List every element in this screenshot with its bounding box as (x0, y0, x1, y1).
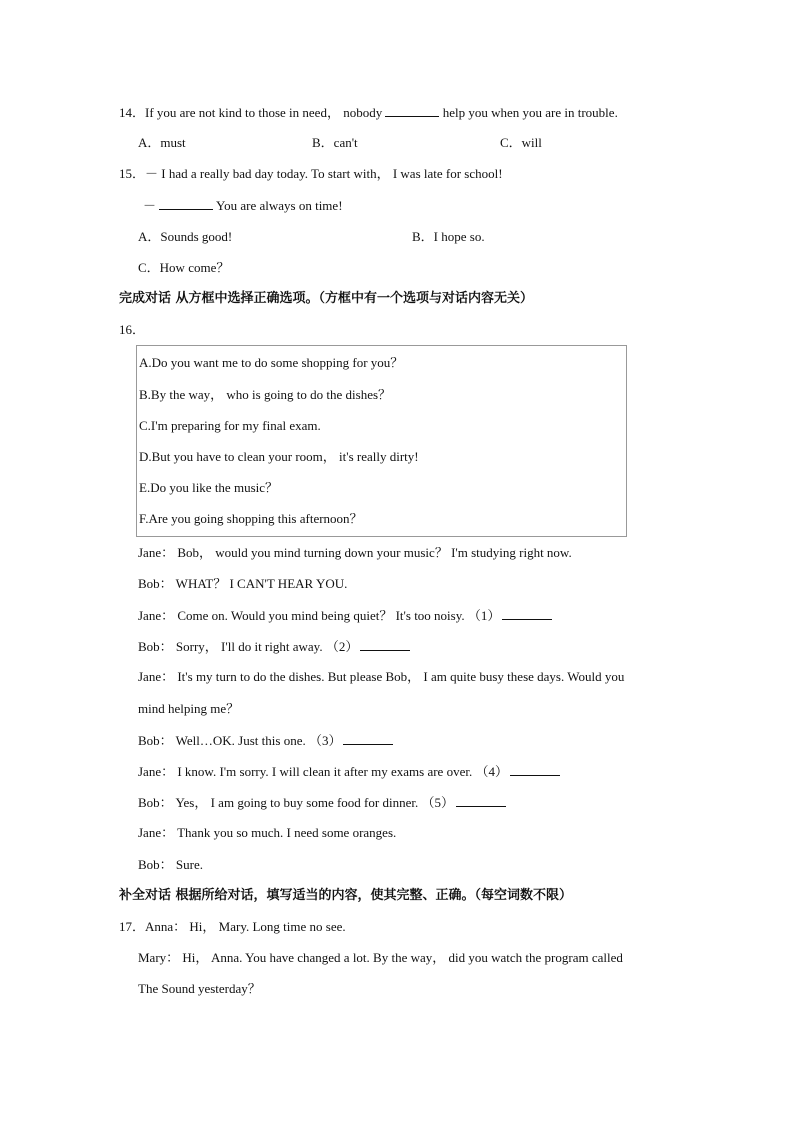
q15-blank[interactable] (159, 197, 213, 210)
q17-line: Mary： Hi， Anna. You have changed a lot. By the way， did you watch the program called (138, 950, 623, 965)
q15-stem: 15．－ I had a really bad day today. To start with， I was late for school! (119, 166, 503, 181)
q15-option-a[interactable]: A．Sounds good! (138, 229, 233, 244)
dialogue-line: Jane： I know. I'm sorry. I will clean it after my exams are over. （4） (138, 763, 560, 780)
q15-option-c[interactable]: C．How come？ (138, 260, 230, 275)
q16-box-option-f: F.Are you going shopping this afternoon？ (139, 511, 363, 526)
q14-stem: 14．If you are not kind to those in need， nobody help you when you are in trouble. (119, 105, 618, 120)
q17-line: The Sound yesterday？ (138, 981, 261, 996)
q15-reply: － You are always on time! (143, 198, 343, 213)
dialogue-line: Jane： It's my turn to do the dishes. But please Bob， I am quite busy these days. Would you (138, 669, 625, 684)
q14-blank[interactable] (385, 104, 439, 117)
section-heading-complete: 补全对话 根据所给对话，填写适当的内容，使其完整、正确。（每空词数不限） (119, 888, 573, 903)
dialogue-line: mind helping me？ (138, 701, 240, 716)
blank-5[interactable] (456, 794, 506, 807)
dialogue-line: Jane： Come on. Would you mind being quiet？ It's too noisy. （1） (138, 607, 552, 624)
q16-box-option-c: C.I'm preparing for my final exam. (139, 418, 321, 433)
q15-option-b[interactable]: B．I hope so. (412, 229, 485, 244)
q16-number: 16． (119, 322, 146, 337)
q16-options-box (136, 345, 627, 537)
dialogue-line: Bob： WHAT？ I CAN'T HEAR YOU. (138, 576, 348, 591)
q16-box-option-b: B.By the way， who is going to do the dishes？ (139, 387, 392, 402)
q16-box-option-e: E.Do you like the music？ (139, 480, 279, 495)
dialogue-line: Bob： Sorry， I'll do it right away. （2） (138, 638, 410, 655)
q17-line: 17．Anna： Hi， Mary. Long time no see. (119, 919, 346, 934)
dialogue-line: Bob： Well…OK. Just this one. （3） (138, 732, 393, 749)
dialogue-line: Bob： Yes， I am going to buy some food for dinner. （5） (138, 794, 506, 811)
q16-box-option-d: D.But you have to clean your room， it's really dirty! (139, 449, 419, 464)
q14-option-a[interactable]: A．must (138, 135, 186, 150)
q14-option-b[interactable]: B．can't (312, 135, 358, 150)
q16-box-option-a: A.Do you want me to do some shopping for you？ (139, 355, 404, 370)
blank-1[interactable] (502, 607, 552, 620)
blank-3[interactable] (343, 732, 393, 745)
blank-4[interactable] (510, 763, 560, 776)
blank-2[interactable] (360, 638, 410, 651)
q14-option-c[interactable]: C．will (500, 135, 542, 150)
dialogue-line: Jane： Bob， would you mind turning down your music？ I'm studying right now. (138, 545, 572, 560)
dialogue-line: Jane： Thank you so much. I need some oranges. (138, 825, 397, 840)
dialogue-line: Bob： Sure. (138, 857, 204, 872)
section-heading-dialogue: 完成对话 从方框中选择正确选项。（方框中有一个选项与对话内容无关） (119, 291, 534, 306)
